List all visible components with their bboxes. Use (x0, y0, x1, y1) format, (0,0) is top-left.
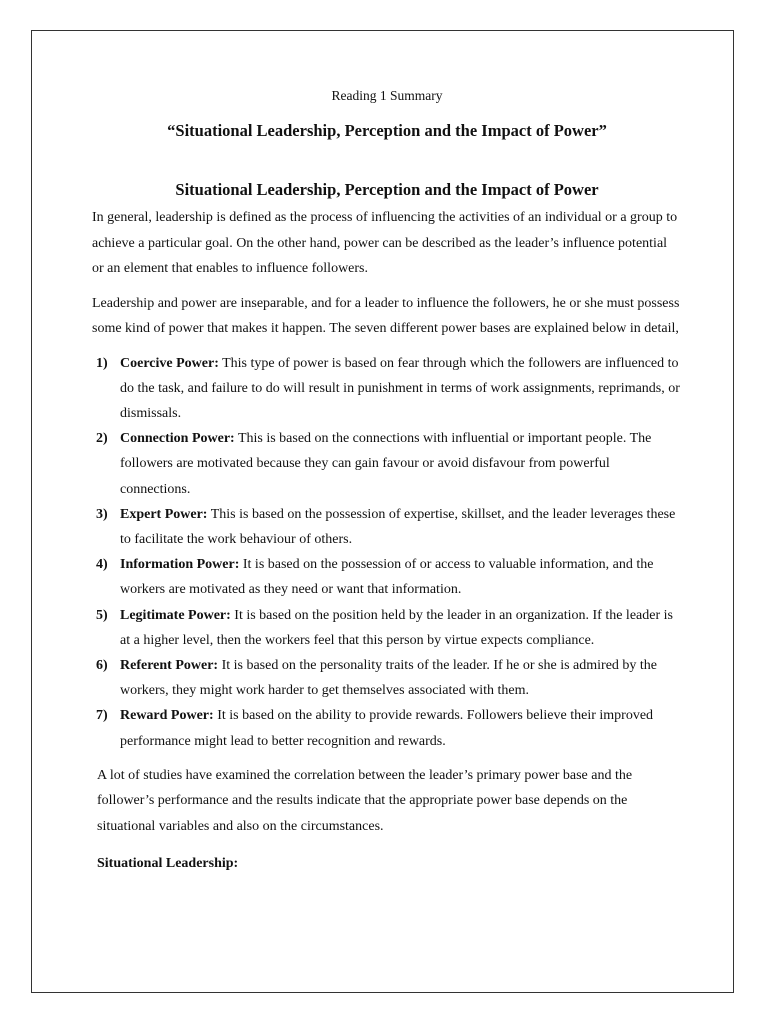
document-body (92, 85, 682, 876)
list-number: 1) (96, 355, 108, 371)
list-number: 6) (96, 657, 108, 673)
power-term: Expert Power: (120, 506, 208, 522)
power-description: This is based on the possession of expertise, skillset, and the leader leverages these to facilitate the work behaviour of others. (120, 506, 676, 547)
list-item (92, 703, 682, 753)
power-description: It is based on the position held by the leader in an organization. If the leader is at a higher level, then the workers feel that this person by virtue expects compliance. (120, 607, 673, 648)
power-term: Coercive Power: (120, 355, 219, 371)
closing-paragraph: A lot of studies have examined the correlation between the leader’s primary power base and the follower’s performance and the results indicate that the appropriate power base depends on the situational variables and also on the circumstances. (97, 767, 633, 834)
power-description: It is based on the ability to provide rewards. Followers believe their improved performance might lead to better recognition and rewards. (120, 708, 654, 749)
section-heading: Situational Leadership, Perception and the Impact of Power (175, 180, 599, 199)
list-number: 7) (96, 708, 108, 724)
list-item (92, 351, 682, 427)
document-title: “Situational Leadership, Perception and the Impact of Power” (167, 121, 607, 140)
list-item (92, 653, 682, 703)
list-item (92, 552, 682, 602)
power-term: Referent Power: (120, 657, 219, 673)
power-description: This type of power is based on fear through which the followers are influenced to do the task, and failure to do will result in punishment in terms of work assignments, reprimands, or dismissals. (120, 355, 680, 421)
power-paragraph: Leadership and power are inseparable, and for a leader to influence the followers, he or she must possess some kind of power that makes it happen. The seven different power bases are explained below in detail, (92, 295, 680, 336)
document-label: Reading 1 Summary (331, 88, 443, 103)
list-item (92, 426, 682, 502)
power-description: This is based on the connections with influential or important people. The followers are motivated because they can gain favour or avoid disfavour from powerful connections. (120, 431, 652, 497)
power-term: Information Power: (120, 557, 240, 573)
power-term: Legitimate Power: (120, 607, 231, 623)
list-number: 2) (96, 431, 108, 447)
list-number: 3) (96, 506, 108, 522)
intro-paragraph: In general, leadership is defined as the process of influencing the activities of an individual or a group to achieve a particular goal. On the other hand, power can be described as the leader’s influence potential or an element that enables to influence followers. (92, 210, 678, 276)
list-item (92, 502, 682, 552)
power-bases-list (92, 351, 682, 754)
power-term: Reward Power: (120, 708, 214, 724)
power-description: It is based on the personality traits of the leader. If he or she is admired by the workers, they might work harder to get themselves associated with them. (120, 657, 658, 699)
power-description: It is based on the possession of or access to valuable information, and the workers are motivated as they need or want that information. (120, 557, 654, 598)
subheading: Situational Leadership: (97, 856, 239, 872)
list-number: 5) (96, 607, 108, 623)
power-term: Connection Power: (120, 431, 235, 447)
list-number: 4) (96, 557, 108, 573)
list-item (92, 603, 682, 653)
